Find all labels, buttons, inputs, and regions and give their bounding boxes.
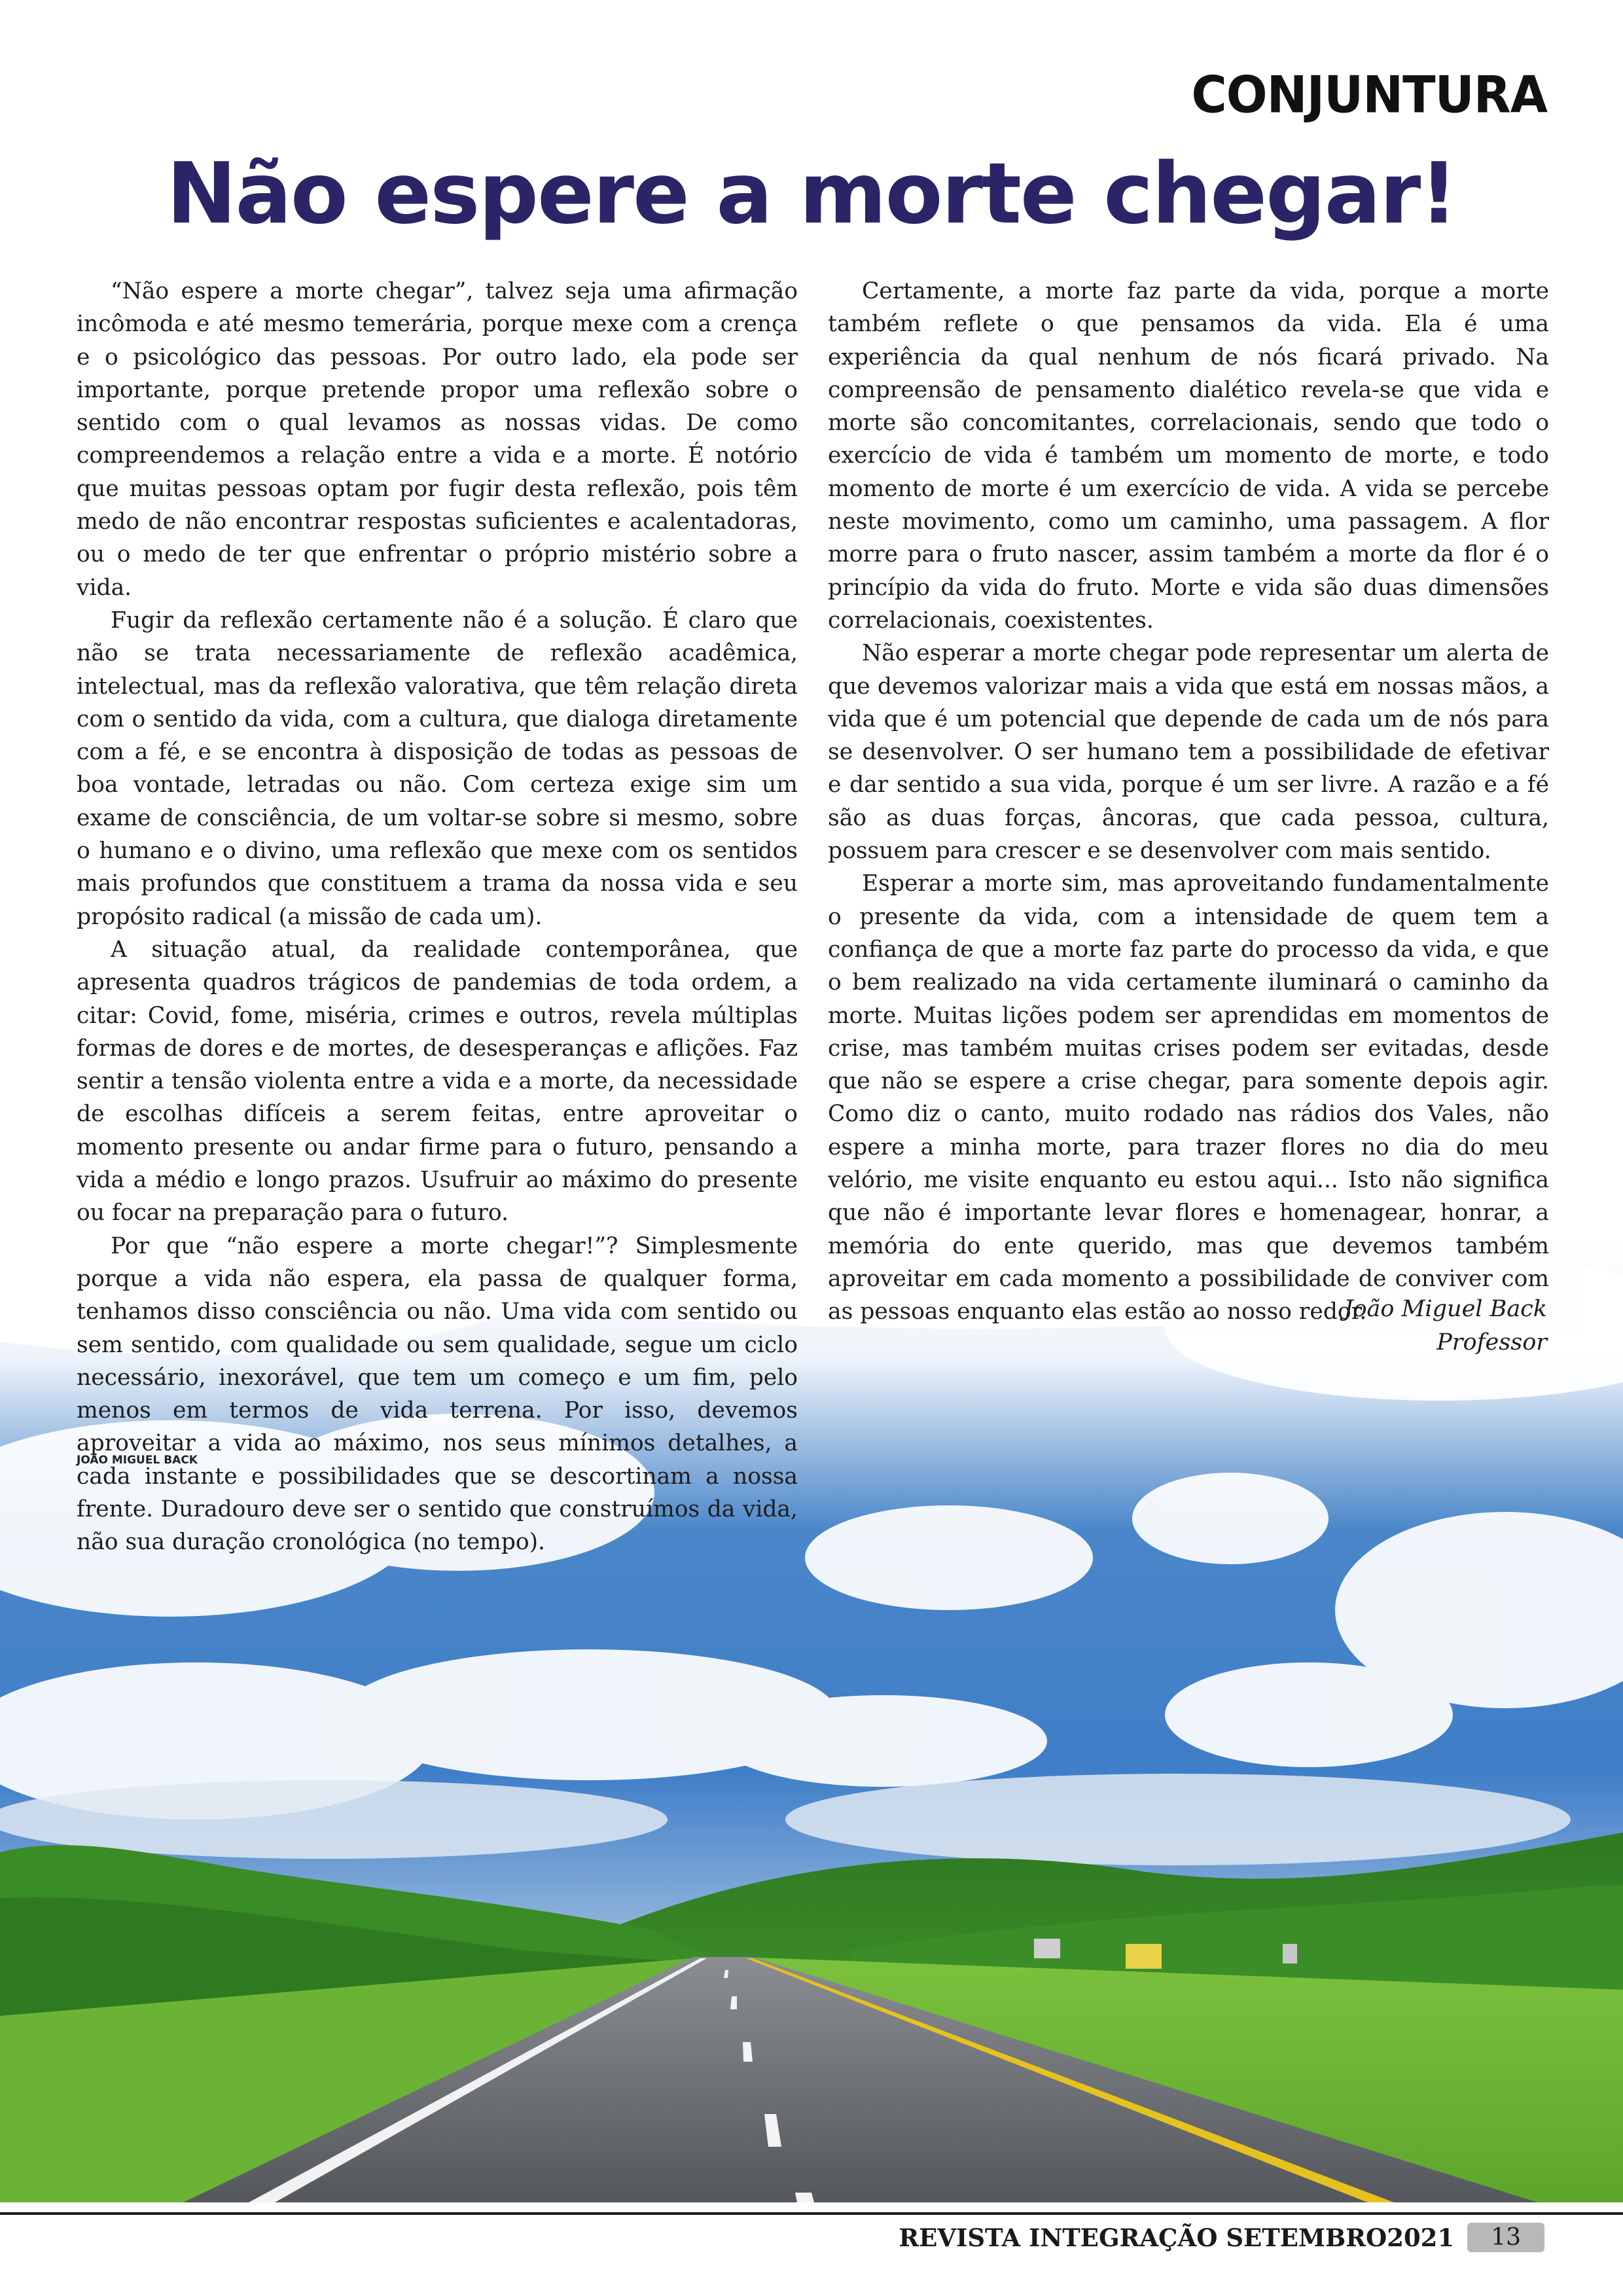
page-footer [899, 2223, 1544, 2252]
paragraph: A situação atual, da realidade contemporânea, que apresenta quadros trágicos de pandemias de toda ordem, a citar: Covid, fome, miséria, crimes e outros, revela múltiplas formas de dores e de mortes, de desesperanças e aflições. Faz sentir a tensão violenta entre a vida e a morte, da necessidade de escolhas difíceis a serem feitas, entre aproveitar o momento presente ou andar firme para o futuro, pensando a vida a médio e longo prazos. Usufruir ao máximo do presente ou focar na preparação para o futuro. [77, 936, 798, 1227]
article-title: Não espere a morte chegar! [166, 145, 1457, 243]
paragraph: Fugir da reflexão certamente não é a solução. É claro que não se trata necessariamente de reflexão acadêmica, intelectual, mas da reflexão valorativa, que têm relação direta com o sentido da vida, com a cultura, que dialoga diretamente com a fé, e se encontra à disposição de todas as pessoas de boa vontade, letradas ou não. Com certeza exige sim um exame de consciência, de um voltar-se sobre si mesmo, sobre o humano e o divino, uma reflexão que mexe com os sentidos mais profundos que constituem a trama da nossa vida e seu propósito radical (a missão de cada um). [77, 607, 798, 930]
page-number: 13 [1467, 2223, 1544, 2252]
paragraph: Certamente, a morte faz parte da vida, porque a morte também reflete o que pensamos da vida. Ela é uma experiência da qual nenhum de nós ficará privado. Na compreensão de pensamento dialético revela-se que vida e morte são concomitantes, correlacionais, sendo que todo o exercício de vida é também um momento de morte, e todo momento de morte é um exercício de vida. A vida se percebe neste movimento, como um caminho, uma passagem. A flor morre para o fruto nascer, assim também a morte da flor é o princípio da vida do fruto. Morte e vida são duas dimensões correlacionais, coexistentes. [828, 278, 1549, 634]
paragraph: Por que “não espere a morte chegar!”? Simplesmente porque a vida não espera, ela passa de qualquer forma, tenhamos disso consciência ou não. Uma vida com sentido ou sem sentido, com qualidade ou sem qualidade, segue um ciclo necessário, inexorável, que tem um começo e um fim, pelo menos em termos de vida terrena. Por isso, devemos aproveitar a vida ao máximo, nos seus mínimos detalhes, a cada instante e possibilidades que se descortinam a nossa frente. Duradouro deve ser o sentido que construímos da vida, não sua duração cronológica (no tempo). [77, 1232, 798, 1556]
paragraph: Não esperar a morte chegar pode representar um alerta de que devemos valorizar mais a vida que está em nossas mãos, a vida que é um potencial que depende de cada um de nós para se desenvolver. O ser humano tem a possibilidade de efetivar e dar sentido a sua vida, porque é um ser livre. A razão e a fé são as duas forças, âncoras, que cada pessoa, cultura, possuem para crescer e se desenvolver com mais sentido. [828, 640, 1549, 865]
magazine-name: REVISTA INTEGRAÇÃO SETEMBRO2021 [899, 2223, 1455, 2252]
paragraph: “Não espere a morte chegar”, talvez seja uma afirmação incômoda e até mesmo temerária, porque mexe com a crença e o psicológico das pessoas. Por outro lado, ela pode ser importante, porque pretende propor uma reflexão sobre o sentido com o qual levamos as nossas vidas. De como compreendemos a relação entre a vida e a morte. É notório que muitas pessoas optam por fugir desta reflexão, pois têm medo de não encontrar respostas suficientes e acalentadoras, ou o medo de ter que enfrentar o próprio mistério sobre a vida. [77, 278, 798, 601]
photo-credit: JOÃO MIGUEL BACK [77, 1454, 198, 1467]
footer-divider [0, 2212, 1623, 2215]
article-column-right [828, 275, 1549, 1329]
section-label: CONJUNTURA [1191, 65, 1547, 125]
article-column-left [77, 275, 798, 1559]
author-name: João Miguel Back [1344, 1296, 1547, 1322]
paragraph: Esperar a morte sim, mas aproveitando fundamentalmente o presente da vida, com a intensidade de quem tem a confiança de que a morte faz parte do processo da vida, e que o bem realizado na vida certamente iluminará o caminho da morte. Muitas lições podem ser aprendidas em momentos de crise, mas também muitas crises podem ser evitadas, desde que não se espere a crise chegar, para somente depois agir. Como diz o canto, muito rodado nas rádios dos Vales, não espere a minha morte, para trazer flores no dia do meu velório, me visite enquanto eu estou aqui... Isto não significa que não é importante levar flores e homenagear, honrar, a memória do ente querido, mas que devemos também aproveitar em cada momento a possibilidade de conviver com as pessoas enquanto elas estão ao nosso redor. [828, 870, 1549, 1325]
author-signature [1344, 1293, 1547, 1359]
author-role: Professor [1436, 1329, 1547, 1355]
